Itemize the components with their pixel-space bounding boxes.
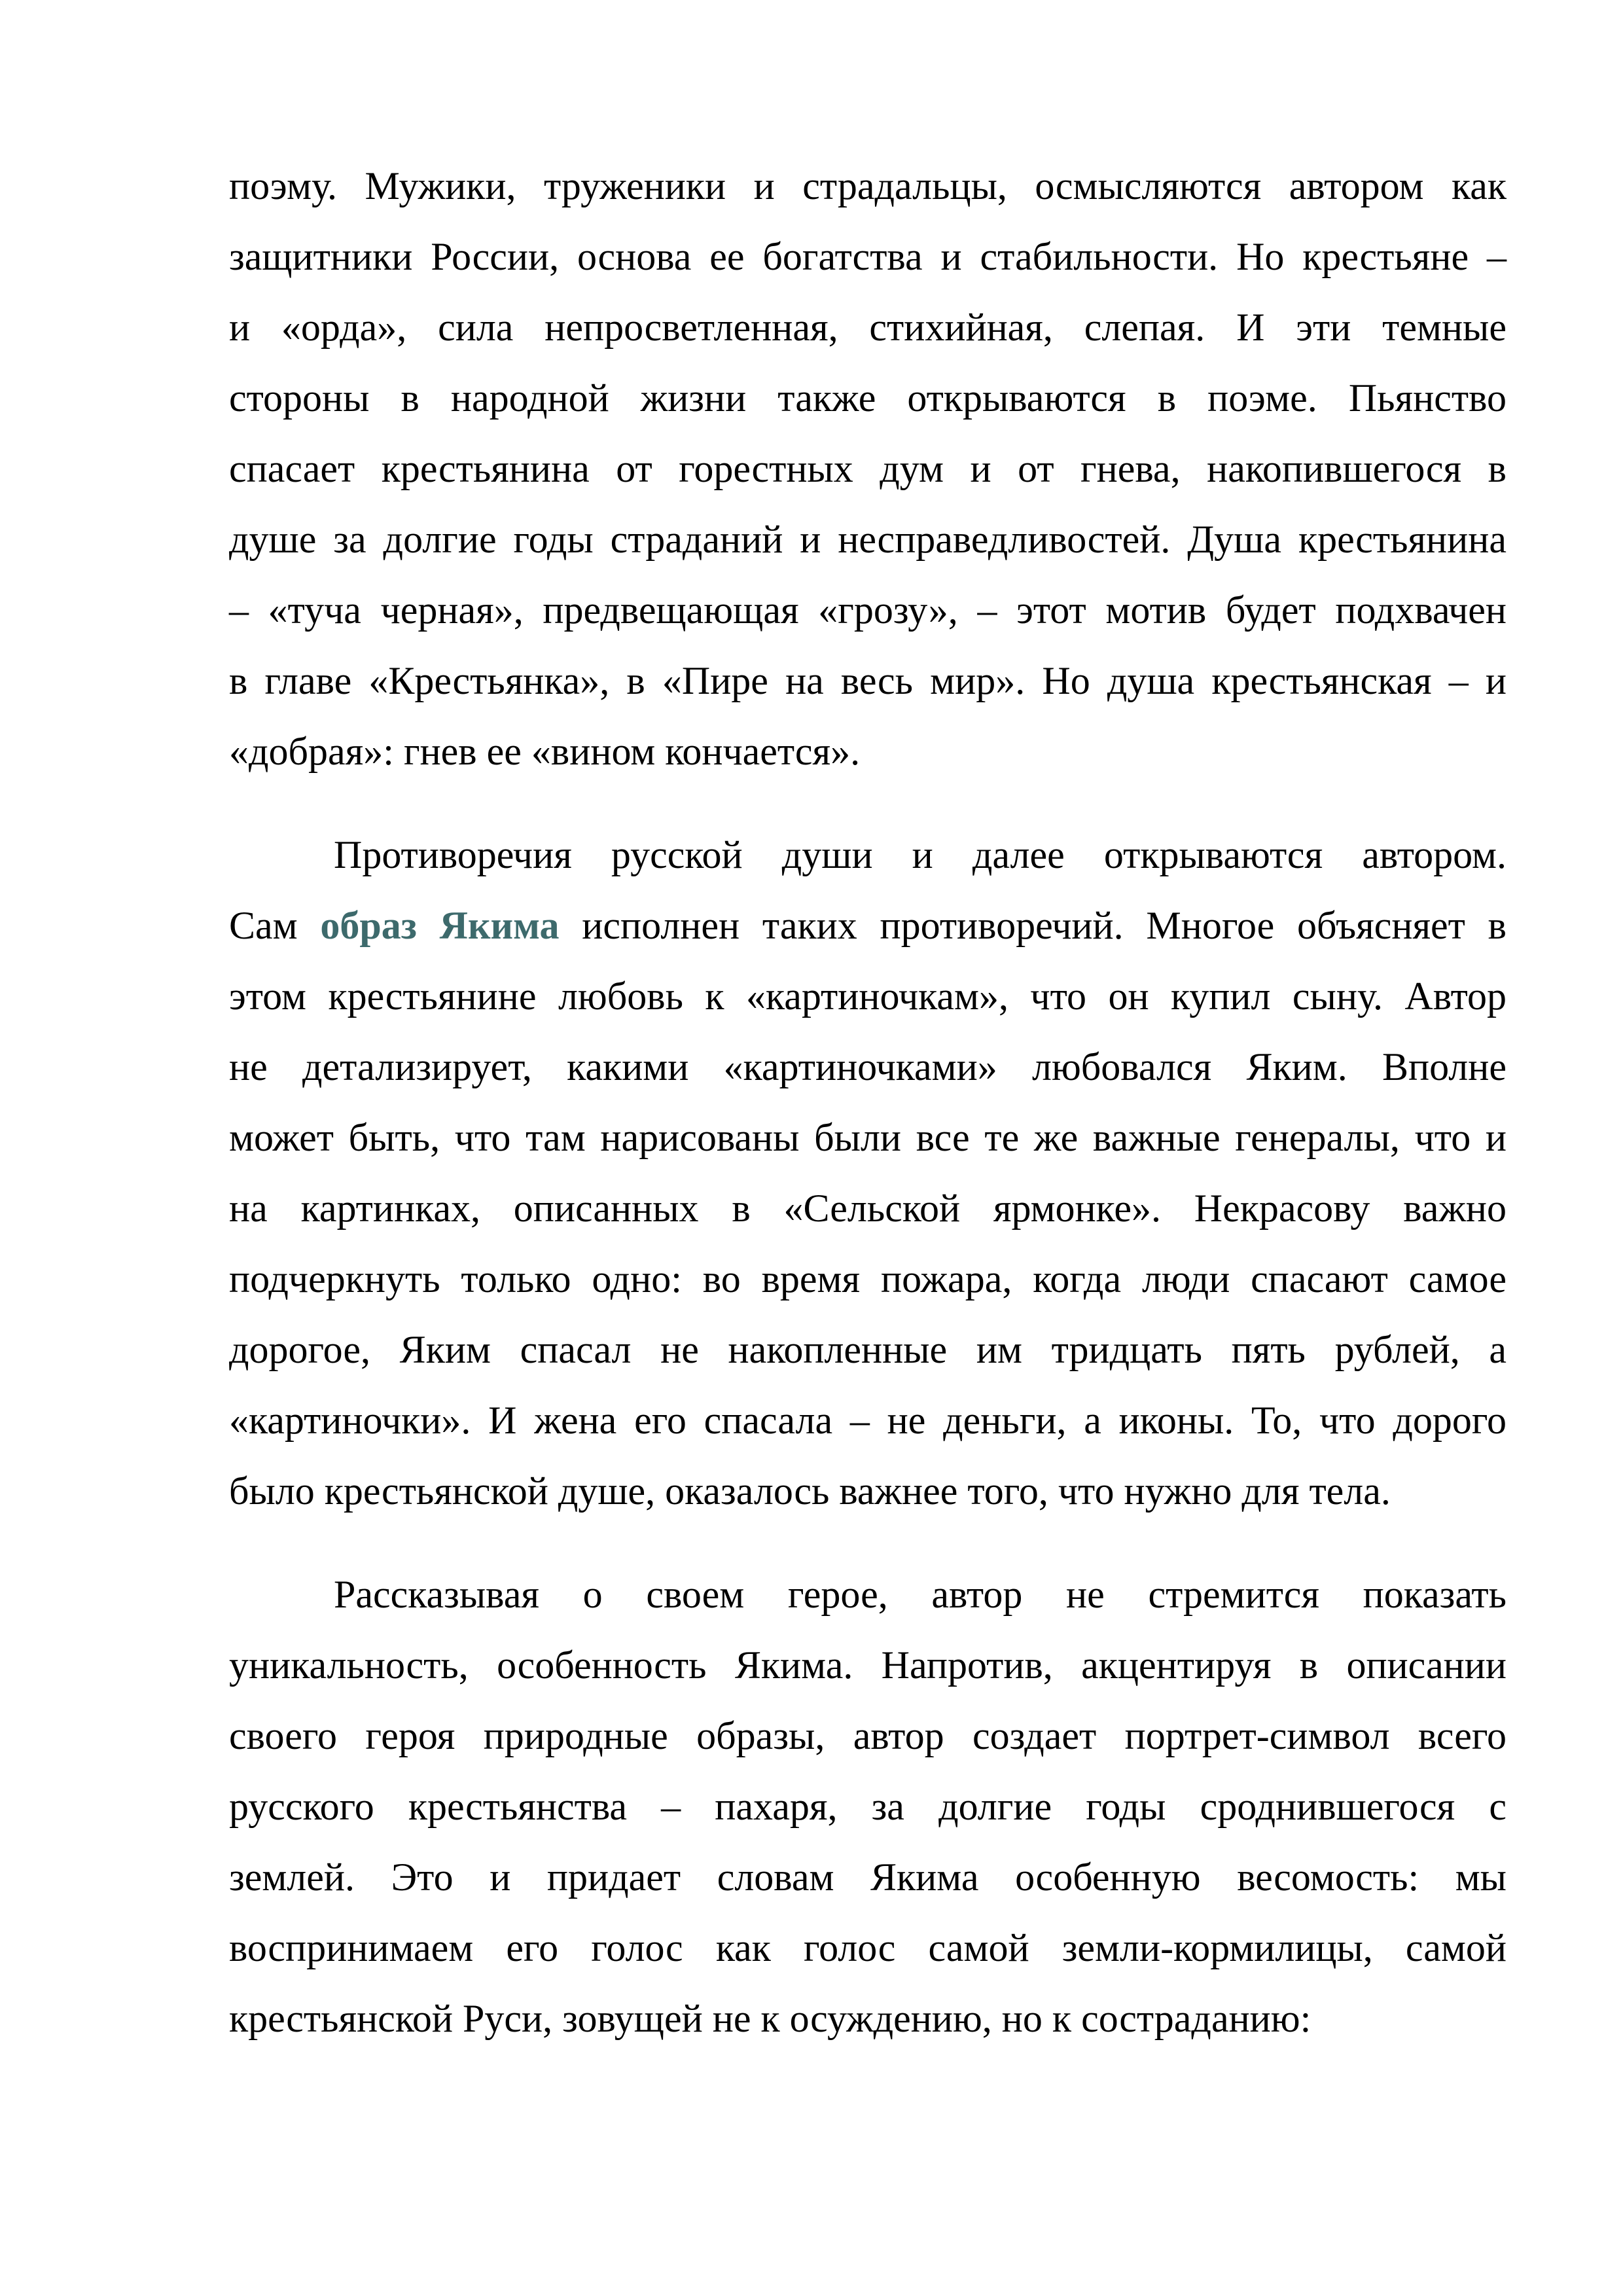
text-line: было крестьянской душе, оказалось важнее того, что нужно для тела. xyxy=(229,1469,1391,1513)
text-line: крестьянской Руси, зовущей не к осуждению, но к состраданию: xyxy=(229,1997,1311,2040)
text-segment: Сам xyxy=(229,904,321,947)
text-line: душе за долгие годы страданий и несправедливостей. Душа крестьянина xyxy=(229,518,1507,561)
text-line: «картиночки». И жена его спасала – не деньги, а иконы. То, что дорого xyxy=(229,1399,1507,1442)
paragraph-2 xyxy=(229,819,1507,1526)
text-line: не детализирует, какими «картиночками» любовался Яким. Вполне xyxy=(229,1045,1507,1088)
text-line: подчеркнуть только одно: во время пожара, когда люди спасают самое xyxy=(229,1257,1507,1300)
keyword-highlight: образ Якима xyxy=(320,904,560,947)
text-line-with-highlight xyxy=(229,890,1507,961)
text-line: воспринимаем его голос как голос самой земли-кормилицы, самой xyxy=(229,1926,1507,1969)
text-line: поэму. Мужики, труженики и страдальцы, осмысляются автором как xyxy=(229,164,1507,207)
text-line: в главе «Крестьянка», в «Пире на весь мир». Но душа крестьянская – и xyxy=(229,659,1507,702)
text-line: стороны в народной жизни также открываются в поэме. Пьянство xyxy=(229,376,1507,420)
paragraph-1 xyxy=(229,151,1507,787)
paragraph-3 xyxy=(229,1559,1507,2054)
text-line: «добрая»: гнев ее «вином кончается». xyxy=(229,730,861,773)
text-line: своего героя природные образы, автор создает портрет-символ всего xyxy=(229,1714,1507,1757)
text-line: землей. Это и придает словам Якима особенную весомость: мы xyxy=(229,1856,1507,1899)
text-line: русского крестьянства – пахаря, за долгие годы сроднившегося с xyxy=(229,1785,1507,1828)
text-line: дорогое, Яким спасал не накопленные им тридцать пять рублей, а xyxy=(229,1328,1507,1371)
text-line: уникальность, особенность Якима. Напротив, акцентируя в описании xyxy=(229,1643,1507,1687)
text-line: Противоречия русской души и далее открываются автором. xyxy=(334,833,1507,876)
text-line: этом крестьянине любовь к «картиночкам», что он купил сыну. Автор xyxy=(229,975,1507,1018)
text-segment: исполнен таких противоречий. Многое объясняет в xyxy=(559,904,1507,947)
text-line: – «туча черная», предвещающая «грозу», – этот мотив будет подхвачен xyxy=(229,588,1507,632)
text-line: защитники России, основа ее богатства и стабильности. Но крестьяне – xyxy=(229,235,1507,278)
text-line: на картинках, описанных в «Сельской ярмонке». Некрасову важно xyxy=(229,1187,1507,1230)
text-line: и «орда», сила непросветленная, стихийная, слепая. И эти темные xyxy=(229,306,1507,349)
text-line: Рассказывая о своем герое, автор не стремится показать xyxy=(334,1573,1507,1616)
text-line: спасает крестьянина от горестных дум и от гнева, накопившегося в xyxy=(229,447,1507,490)
text-line: может быть, что там нарисованы были все те же важные генералы, что и xyxy=(229,1116,1507,1159)
